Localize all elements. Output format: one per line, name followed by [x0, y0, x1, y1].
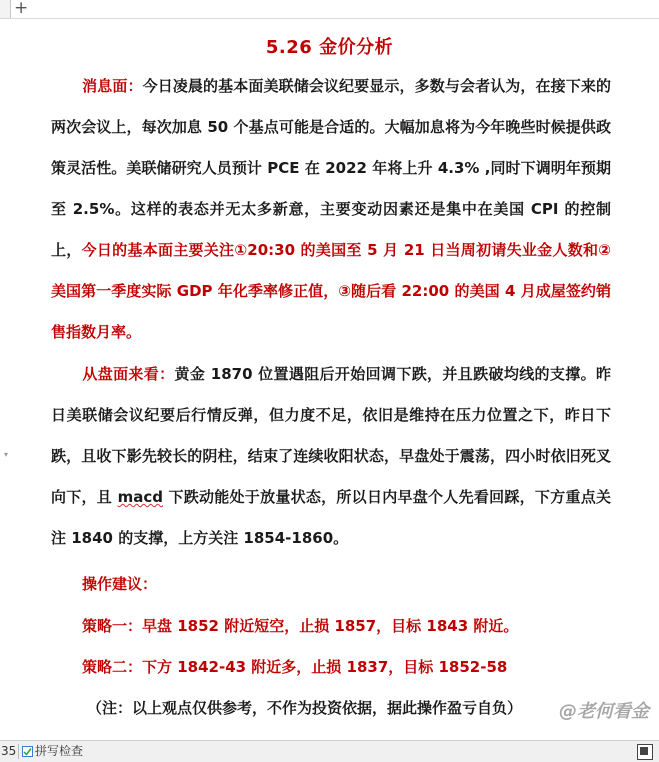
margin-arrow-icon: ▾ — [4, 450, 9, 459]
news-text: 今日凌晨的基本面美联储会议纪要显示，多数与会者认为，在接下来的两次会议上，每次加息 50 个基点可能是合适的。大幅加息将为今年晚些时候提供政策灵活性。美联储研究人员预计 PCE 在 2022 年将上升 4.3% ,同时下调明年预期至 2.5%。这样的表态并无太多新意，主要变动因素还是集中在美国 CPI 的控制上， — [51, 77, 611, 259]
advice-label: 操作建议： — [82, 575, 158, 593]
market-paragraph — [51, 354, 611, 559]
page-title: 5.26 金价分析 — [265, 37, 394, 58]
new-tab-button[interactable]: + — [14, 0, 29, 18]
news-focus-text: 今日的基本面主要关注①20:30 的美国至 5 月 21 日当周初请失业金人数和②美国第一季度实际 GDP 年化季率修正值，③随后看 22:00 的美国 4 月成屋签约销售指数月率。 — [51, 241, 611, 341]
document-tab[interactable] — [0, 0, 11, 18]
market-text-b: 下跌动能处于放量状态，所以日内早盘个人先看回踩，下方重点关注 1840 的支撑，上方关注 1854-1860。 — [51, 488, 611, 547]
page-indicator: 35 — [1, 744, 17, 758]
status-divider — [18, 744, 19, 759]
tab-bar — [0, 0, 659, 19]
spell-check-icon — [22, 746, 33, 757]
macd-term: macd — [117, 488, 163, 506]
watermark: @老何看金 — [559, 701, 649, 722]
news-label: 消息面： — [82, 77, 143, 95]
fullscreen-icon[interactable] — [637, 744, 653, 760]
news-paragraph — [51, 66, 611, 353]
spell-check-label: 拼写检查 — [35, 744, 84, 758]
strategy-one: 策略一：早盘 1852 附近短空，止损 1857，目标 1843 附近。 — [82, 617, 519, 635]
status-bar — [0, 740, 659, 762]
document-page[interactable] — [0, 19, 659, 740]
spell-check-button[interactable] — [22, 741, 83, 761]
market-text-a: 黄金 1870 位置遇阻后开始回调下跌，并且跌破均线的支撑。昨日美联储会议纪要后行情反弹，但力度不足，依旧是维持在压力位置之下，昨日下跌，且收下影先较长的阴柱，结束了连续收阳状态，早盘处于震荡，四小时依旧死叉向下，且 — [51, 365, 611, 506]
disclaimer: （注：以上观点仅供参考，不作为投资依据，据此操作盈亏自负） — [87, 699, 523, 717]
market-label: 从盘面来看： — [82, 365, 175, 383]
strategy-two: 策略二：下方 1842-43 附近多，止损 1837，目标 1852-58 — [82, 658, 508, 676]
